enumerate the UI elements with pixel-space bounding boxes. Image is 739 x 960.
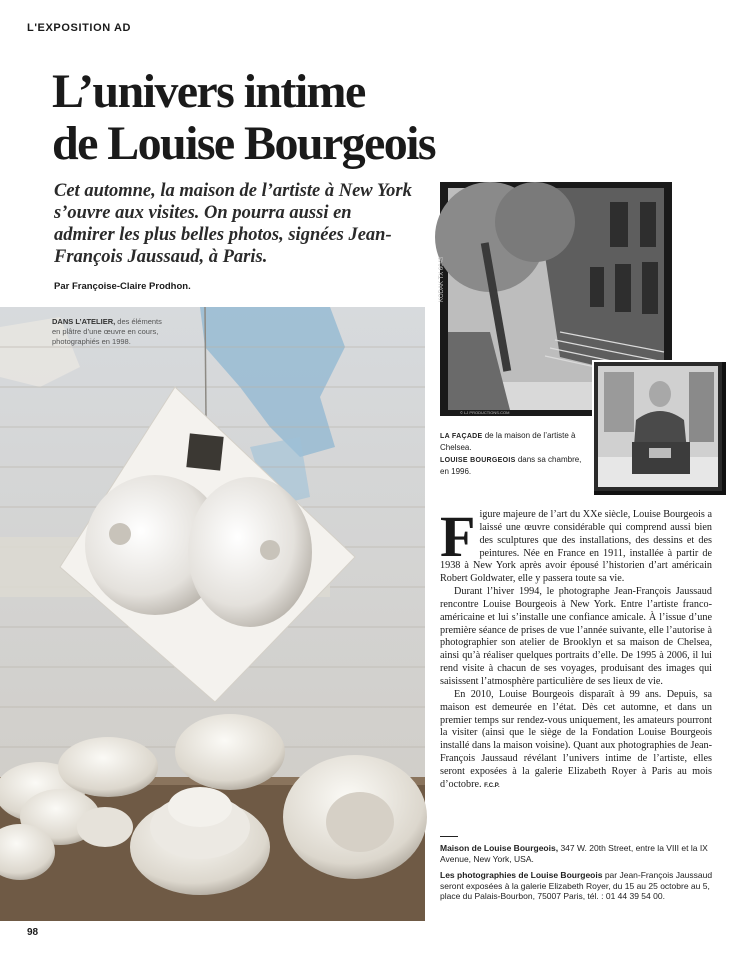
practical-info (440, 843, 720, 908)
article-body (440, 504, 712, 793)
film-edge-side: KODAK TX 6043 (439, 256, 445, 302)
body-paragraph-3 (440, 689, 712, 793)
body-p1: igure majeure de l’art du XXe siècle, Louise Bourgeois a laissé une œuvre considérable qui comprend aussi bien des sculptures que des installations, des dessins et des peintures. Née en France en 1911, installée à partir de 1938 à New York après avoir épousé l’historien d’art américain Robert Goldwater, elle y passera toute sa vie. (440, 509, 712, 585)
info-house-title: Maison de Louise Bourgeois, (440, 843, 559, 853)
portrait-caption (440, 454, 590, 477)
facade-caption-lead: LA FAÇADE (440, 433, 483, 440)
portrait-caption-text: dans sa chambre, en 1996. (440, 455, 582, 476)
article-subtitle: Cet automne, la maison de l’artiste à New York s’ouvre aux visites. On pourra aussi en admirer les plus belles photos, signées Jean-François Jaussaud, à Paris. (54, 181, 412, 267)
info-expo-title: Les photographies de Louise Bourgeois (440, 870, 603, 880)
studio-caption (52, 317, 172, 347)
body-p2: Durant l’hiver 1994, le photographe Jean-François Jaussaud rencontre Louise Bourgeois à New York. Entre l’artiste franco-américaine et lui s’installe une confiance amicale. À l’issue d’une première séance de prises de vue l’année suivante, elle l’autorise à photographier son atelier de Brooklyn et sa maison de Chelsea, ainsi qu’à réaliser quelques portraits d’elle. De 1995 à 2006, il lui rend visite à chacun de ses voyages, produisant des images qui saisissent l’atmosphère particulière de ses lieux de vie. (440, 586, 712, 687)
article-title (52, 66, 435, 170)
body-p3: En 2010, Louise Bourgeois disparaît à 99 ans. Depuis, sa maison est demeurée en l’état. Dès cet automne, et dans un premier temps sur rendez-vous uniquement, les amateurs pourront la visiter (ainsi que le siège de la Fondation Louise Bourgeois installé dans la maison voisine). Quant aux photographies de Jean-François Jaussaud révélant l’univers intime de l’artiste, elles seront exposées à la galerie Elizabeth Royer à Paris au mois d’octobre. (440, 688, 712, 790)
facade-caption-text: de la maison de l’artiste à Chelsea. (440, 431, 576, 452)
info-divider (440, 836, 458, 837)
byline: Par Françoise-Claire Prodhon. (54, 281, 191, 292)
info-expo (440, 870, 720, 902)
drop-cap: F (440, 504, 476, 569)
studio-photo (0, 307, 425, 921)
portrait-photo (592, 360, 728, 497)
info-expo-text: par Jean-François Jaussaud seront exposées à la galerie Elizabeth Royer, du 15 au 25 octobre au 5, place du Palais-Bourbon, 75007 Paris, tél. : 01 44 39 54 00. (440, 870, 713, 901)
title-line-1: L’univers intime (52, 65, 365, 118)
author-initials: F.C.P. (484, 782, 500, 789)
info-house-text: 347 W. 20th Street, entre la VIII et la IX Avenue, New York, USA. (440, 843, 708, 864)
film-edge-bottom: © LJ PRODUCTIONS.COM (460, 410, 510, 415)
studio-caption-text: des éléments en plâtre d’une œuvre en cours, photographiés en 1998. (52, 317, 162, 346)
body-paragraph (440, 504, 712, 586)
studio-caption-lead: DANS L’ATELIER, (52, 317, 116, 326)
facade-caption (440, 430, 590, 453)
page-number: 98 (27, 927, 39, 938)
portrait-caption-lead: LOUISE BOURGEOIS (440, 457, 516, 464)
title-line-2: de Louise Bourgeois (52, 117, 435, 170)
info-house (440, 843, 720, 864)
section-label: L'EXPOSITION AD (27, 22, 132, 34)
